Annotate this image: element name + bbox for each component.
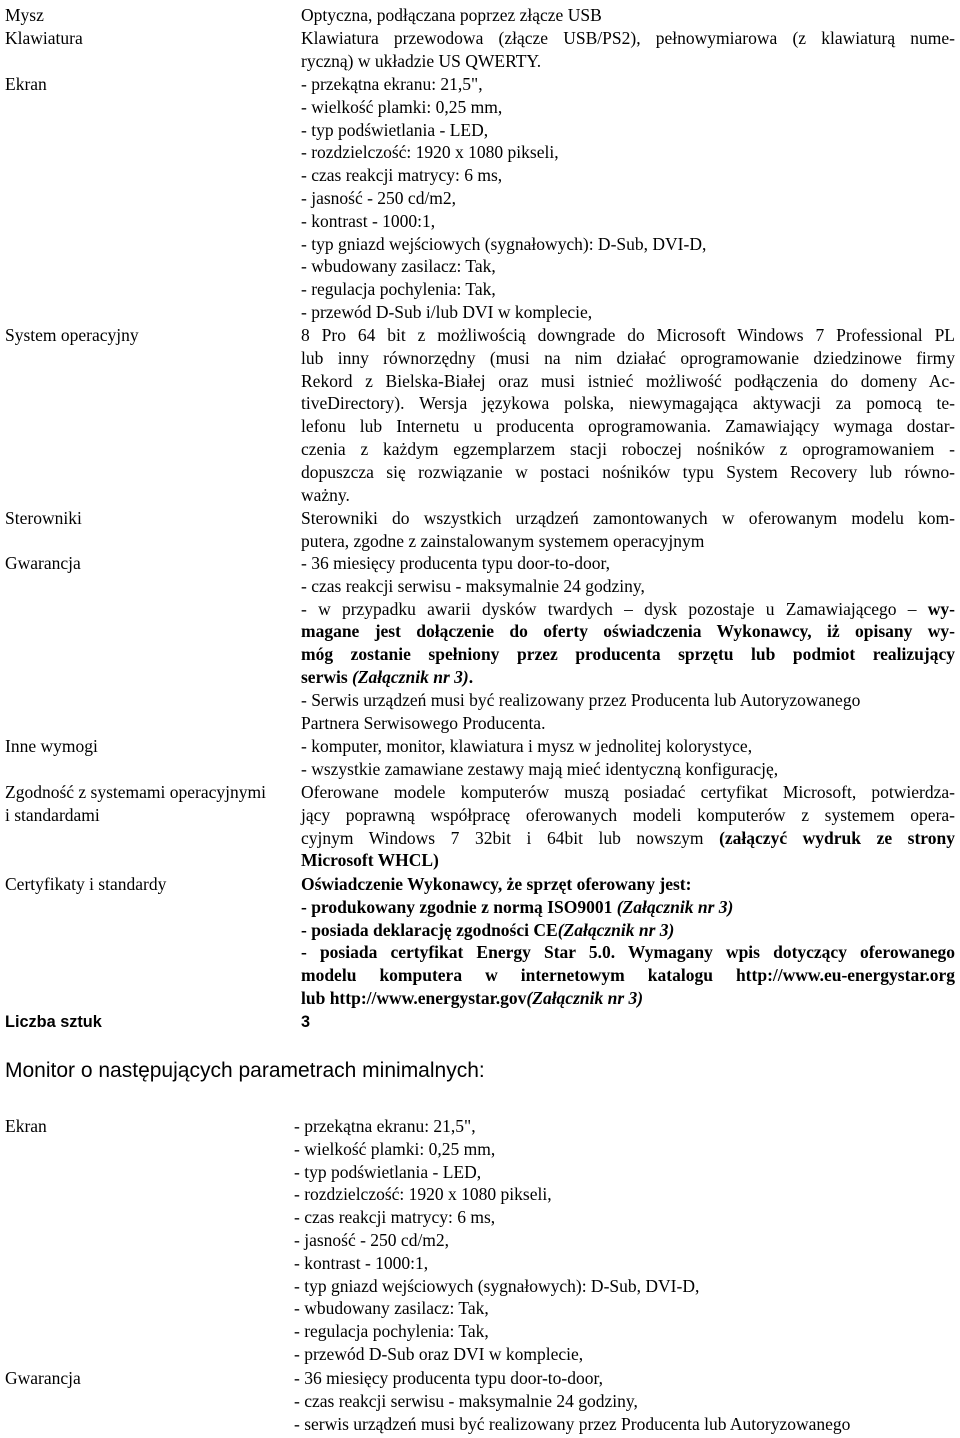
text-line: - czas reakcji matrycy: 6 ms, bbox=[294, 1207, 496, 1228]
value-klawiatura bbox=[301, 27, 955, 73]
text-line: - kontrast - 1000:1, bbox=[294, 1252, 429, 1273]
text-line: - jasność - 250 cd/m2, bbox=[294, 1229, 450, 1250]
label-inne-wymogi: Inne wymogi bbox=[5, 736, 98, 756]
text-line: magane jest dołączenie do oferty oświadczenia Wykonawcy, iż opisany wy- bbox=[301, 621, 955, 642]
text-line: - komputer, monitor, klawiatura i mysz w jednolitej kolorystyce, bbox=[301, 736, 753, 756]
text-line: tiveDirectory). Wersja językowa polska, niewymagająca aktywacji za pomocą te- bbox=[301, 393, 955, 414]
value-mysz bbox=[301, 4, 955, 27]
label-ekran: Ekran bbox=[5, 74, 47, 94]
text-line: Partnera Serwisowego Producenta. bbox=[301, 712, 546, 733]
text-line: - przekątna ekranu: 21,5", bbox=[301, 74, 483, 94]
text-line bbox=[301, 987, 955, 1010]
label-certyfikaty: Certyfikaty i standardy bbox=[5, 874, 167, 894]
text-line: - czas reakcji serwisu - maksymalnie 24 godziny, bbox=[294, 1390, 638, 1411]
text-line: - posiada certyfikat Energy Star 5.0. Wymagany wpis dotyczący oferowanego bbox=[301, 942, 955, 963]
value-gwarancja bbox=[301, 552, 955, 734]
label-klawiatura: Klawiatura bbox=[5, 28, 83, 48]
text-line: lefonu lub Internetu u producenta oprogramowania. Zamawiający wymaga dostar- bbox=[301, 416, 955, 437]
text-line: modelu komputera w internetowym katalogu http://www.eu-energystar.org bbox=[301, 965, 955, 986]
value-sterowniki bbox=[301, 507, 955, 553]
text-line: móg zostanie spełniony przez producenta sprzętu lub podmiot realizujący bbox=[301, 644, 955, 665]
value-certyfikaty bbox=[301, 873, 955, 1010]
value-inne-wymogi bbox=[301, 735, 955, 781]
label-sterowniki: Sterowniki bbox=[5, 508, 82, 528]
text-line: - Serwis urządzeń musi być realizowany przez Producenta lub Autoryzowanego bbox=[301, 689, 861, 710]
text-line: - wielkość plamki: 0,25 mm, bbox=[301, 96, 503, 117]
text-line: - regulacja pochylenia: Tak, bbox=[301, 279, 496, 300]
value-gwarancja-monitor bbox=[294, 1367, 954, 1435]
text-line: - typ gniazd wejściowych (sygnałowych): D-Sub, DVI-D, bbox=[301, 233, 707, 254]
value-system-operacyjny bbox=[301, 324, 955, 506]
text-line: - wbudowany zasilacz: Tak, bbox=[301, 256, 496, 277]
text-line: - przekątna ekranu: 21,5", bbox=[294, 1116, 476, 1136]
text-line: - czas reakcji serwisu - maksymalnie 24 godziny, bbox=[301, 575, 645, 596]
text-line: - jasność - 250 cd/m2, bbox=[301, 187, 457, 208]
text-line: Oferowane modele komputerów muszą posiadać certyfikat Microsoft, potwierdza- bbox=[301, 782, 955, 802]
text-line: dopuszcza się rozwiązanie w postaci nośników typu System Recovery lub równo- bbox=[301, 461, 955, 482]
label-gwarancja-monitor: Gwarancja bbox=[5, 1368, 81, 1388]
text-line bbox=[301, 666, 955, 689]
text-line: - serwis urządzeń musi być realizowany przez Producenta lub Autoryzowanego bbox=[294, 1413, 851, 1434]
text-run: - posiada deklarację zgodności CE bbox=[301, 919, 558, 940]
text-line: Optyczna, podłączana poprzez złącze USB bbox=[301, 5, 602, 25]
text-run-italic: (Załącznik nr 3) bbox=[616, 896, 734, 917]
value-liczba-sztuk: 3 bbox=[301, 1013, 311, 1031]
text-run: cyjnym Windows 7 32bit i 64bit lub nowszym bbox=[301, 827, 720, 848]
text-line: ryczną) w układzie US QWERTY. bbox=[301, 50, 542, 71]
text-line: Oświadczenie Wykonawcy, że sprzęt oferowany jest: bbox=[301, 874, 692, 894]
text-line: lub inny równorzędny (musi na nim działać oprogramowanie dziedzinowe firmy bbox=[301, 347, 955, 368]
text-line: putera, zgodne z zainstalowanym systemem operacyjnym bbox=[301, 530, 705, 551]
text-line: - typ gniazd wejściowych (sygnałowych): D-Sub, DVI-D, bbox=[294, 1275, 700, 1296]
text-run: - produkowany zgodnie z normą ISO9001 bbox=[301, 896, 617, 917]
text-run-bold: (załączyć wydruk ze strony bbox=[719, 827, 955, 848]
text-line: - wielkość plamki: 0,25 mm, bbox=[294, 1138, 496, 1159]
text-line: - rozdzielczość: 1920 x 1080 pikseli, bbox=[301, 142, 559, 163]
value-ekran bbox=[301, 73, 955, 324]
text-line: - regulacja pochylenia: Tak, bbox=[294, 1321, 489, 1342]
value-zgodnosc bbox=[301, 781, 955, 872]
text-line: Microsoft WHCL) bbox=[301, 850, 439, 871]
text-line: - typ podświetlania - LED, bbox=[294, 1161, 482, 1182]
text-line bbox=[301, 896, 955, 919]
text-run: serwis bbox=[301, 666, 353, 687]
text-line: - wszystkie zamawiane zestawy mają mieć identyczną konfigurację, bbox=[301, 758, 779, 779]
label-system-operacyjny: System operacyjny bbox=[5, 325, 139, 345]
text-line: czenia z każdym egzemplarzem stacji roboczej nośników z oprogramowaniem - bbox=[301, 438, 955, 459]
text-line: - czas reakcji matrycy: 6 ms, bbox=[301, 165, 503, 186]
text-line bbox=[301, 598, 955, 621]
text-line: - 36 miesięcy producenta typu door-to-door, bbox=[294, 1368, 604, 1388]
label-zgodnosc: Zgodność z systemami operacyjnymi i standardami bbox=[5, 782, 266, 825]
text-run: - w przypadku awarii dysków twardych – dysk pozostaje u Zamawiającego – bbox=[301, 598, 928, 619]
text-line: - wbudowany zasilacz: Tak, bbox=[294, 1298, 489, 1319]
label-mysz: Mysz bbox=[5, 5, 44, 25]
text-line: Klawiatura przewodowa (złącze USB/PS2), pełnowymiarowa (z klawiaturą nume- bbox=[301, 28, 955, 48]
text-line bbox=[301, 919, 955, 942]
text-line: Sterowniki do wszystkich urządzeń zamontowanych w oferowanym modelu kom- bbox=[301, 508, 955, 528]
text-line: ważny. bbox=[301, 484, 350, 505]
text-run-bold: wy- bbox=[927, 598, 955, 619]
text-run-italic: (Załącznik nr 3) bbox=[557, 919, 675, 940]
text-run: . bbox=[468, 666, 474, 687]
text-line: - przewód D-Sub oraz DVI w komplecie, bbox=[294, 1343, 584, 1364]
text-run: lub http://www.energystar.gov bbox=[301, 987, 527, 1008]
text-line: Rekord z Bielska-Białej oraz musi istnieć możliwość podłączenia do domeny Ac- bbox=[301, 370, 955, 391]
text-line: 8 Pro 64 bit z możliwością downgrade do Microsoft Windows 7 Professional PL bbox=[301, 325, 955, 345]
value-ekran-monitor bbox=[294, 1115, 954, 1366]
text-line: - przewód D-Sub i/lub DVI w komplecie, bbox=[301, 301, 593, 322]
text-line bbox=[301, 827, 955, 850]
label-ekran-monitor: Ekran bbox=[5, 1116, 47, 1136]
text-line: - 36 miesięcy producenta typu door-to-door, bbox=[301, 553, 611, 573]
label-gwarancja: Gwarancja bbox=[5, 553, 81, 573]
section-heading: Monitor o następujących parametrach minimalnych: bbox=[5, 1059, 485, 1082]
label-liczba-sztuk: Liczba sztuk bbox=[5, 1013, 102, 1031]
text-line: jący poprawną współpracę oferowanych modeli komputerów z systemem opera- bbox=[301, 804, 955, 825]
text-line: - kontrast - 1000:1, bbox=[301, 210, 436, 231]
text-run-italic: (Załącznik nr 3) bbox=[352, 666, 469, 687]
text-run-italic: (Załącznik nr 3) bbox=[526, 987, 644, 1008]
text-line: - typ podświetlania - LED, bbox=[301, 119, 489, 140]
text-line: - rozdzielczość: 1920 x 1080 pikseli, bbox=[294, 1184, 552, 1205]
